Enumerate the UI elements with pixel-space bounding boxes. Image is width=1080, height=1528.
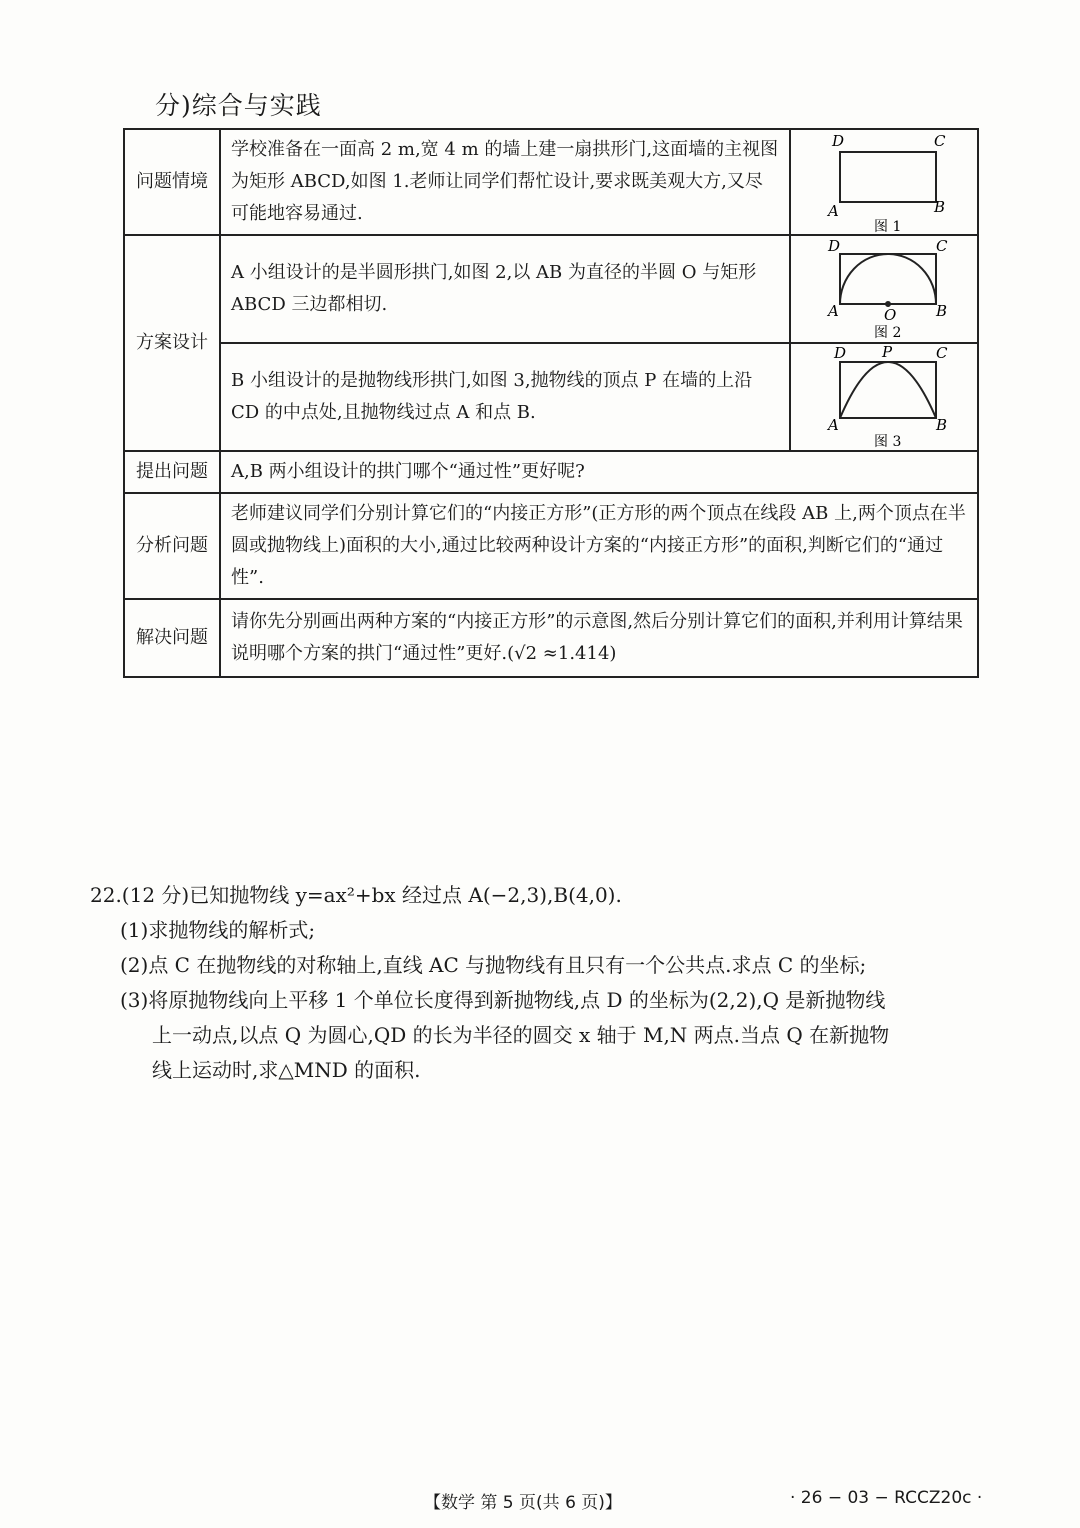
table-row <box>124 129 978 235</box>
fig2-caption: 图 2 <box>874 325 902 341</box>
problem-22-stem: 22.(12 分)已知抛物线 y=ax²+bx 经过点 A(−2,3),B(4,0). <box>90 883 622 907</box>
fig2-rectangle <box>840 254 936 304</box>
solve-text: 请你先分别画出两种方案的“内接正方形”的示意图,然后分别计算它们的面积,并利用计算结果说明哪个方案的拱门“通过性”更好.(√2 ≈1.414) <box>220 599 978 677</box>
fig1-label-c: C <box>934 132 946 150</box>
practice-table <box>123 128 979 678</box>
table-row <box>124 343 978 451</box>
analysis-text: 老师建议同学们分别计算它们的“内接正方形”(正方形的两个顶点在线段 AB 上,两个顶点在半圆或抛物线上)面积的大小,通过比较两种设计方案的“内接正方形”的面积,判断它们的“通过性”. <box>220 493 978 599</box>
fig2-label-c: C <box>936 237 948 255</box>
fig3-label-c: C <box>936 344 948 362</box>
problem-22-part3-cont2: 线上运动时,求△MND 的面积. <box>152 1058 421 1082</box>
question-text: A,B 两小组设计的拱门哪个“通过性”更好呢? <box>220 451 978 493</box>
row-label-analysis: 分析问题 <box>124 493 220 599</box>
figure-3 <box>790 343 978 451</box>
problem-22-part1: (1)求抛物线的解析式; <box>120 918 316 942</box>
table-row <box>124 451 978 493</box>
table-row <box>124 599 978 677</box>
table-row <box>124 493 978 599</box>
fig3-parabola <box>840 362 936 418</box>
fig3-label-b: B <box>936 416 948 434</box>
fig1-rectangle <box>840 152 936 202</box>
fig2-semicircle <box>840 254 936 304</box>
fig2-label-b: B <box>936 302 948 320</box>
row-label-question: 提出问题 <box>124 451 220 493</box>
row-label-solve: 解决问题 <box>124 599 220 677</box>
row-label-situation: 问题情境 <box>124 129 220 235</box>
row-label-design: 方案设计 <box>124 235 220 451</box>
fig2-label-d: D <box>828 237 841 255</box>
problem-22-part3-cont: 上一动点,以点 Q 为圆心,QD 的长为半径的圆交 x 轴于 M,N 两点.当点 Q 在新抛物 <box>152 1023 890 1047</box>
figure-2 <box>790 235 978 343</box>
fig1-caption: 图 1 <box>874 219 902 234</box>
design-b-text: B 小组设计的是抛物线形拱门,如图 3,抛物线的顶点 P 在墙的上沿 CD 的中点处,且抛物线过点 A 和点 B. <box>220 343 790 451</box>
fig2-label-o: O <box>884 306 897 324</box>
exam-code: · 26 − 03 − RCCZ20c · <box>790 1488 983 1508</box>
problem-22-part3: (3)将原抛物线向上平移 1 个单位长度得到新抛物线,点 D 的坐标为(2,2),Q 是新抛物线 <box>120 988 886 1012</box>
section-title: 分)综合与实践 <box>155 91 322 120</box>
fig3-label-a: A <box>828 416 839 434</box>
problem-22 <box>90 878 990 1088</box>
fig1-label-d: D <box>832 132 845 150</box>
fig1-label-a: A <box>828 202 839 220</box>
problem-22-part2: (2)点 C 在抛物线的对称轴上,直线 AC 与抛物线有且只有一个公共点.求点 C 的坐标; <box>120 953 867 977</box>
fig3-label-d: D <box>834 344 847 362</box>
figure-1 <box>790 129 978 235</box>
fig2-label-a: A <box>828 302 839 320</box>
fig1-label-b: B <box>934 198 946 216</box>
table-row <box>124 235 978 343</box>
fig3-caption: 图 3 <box>874 434 902 450</box>
situation-text: 学校准备在一面高 2 m,宽 4 m 的墙上建一扇拱形门,这面墙的主视图为矩形 ABCD,如图 1.老师让同学们帮忙设计,要求既美观大方,又尽可能地容易通过. <box>220 129 790 235</box>
fig3-label-p: P <box>882 344 893 361</box>
page-footer: 【数学 第 5 页(共 6 页)】 <box>424 1493 622 1513</box>
design-a-text: A 小组设计的是半圆形拱门,如图 2,以 AB 为直径的半圆 O 与矩形 ABCD 三边都相切. <box>220 235 790 343</box>
